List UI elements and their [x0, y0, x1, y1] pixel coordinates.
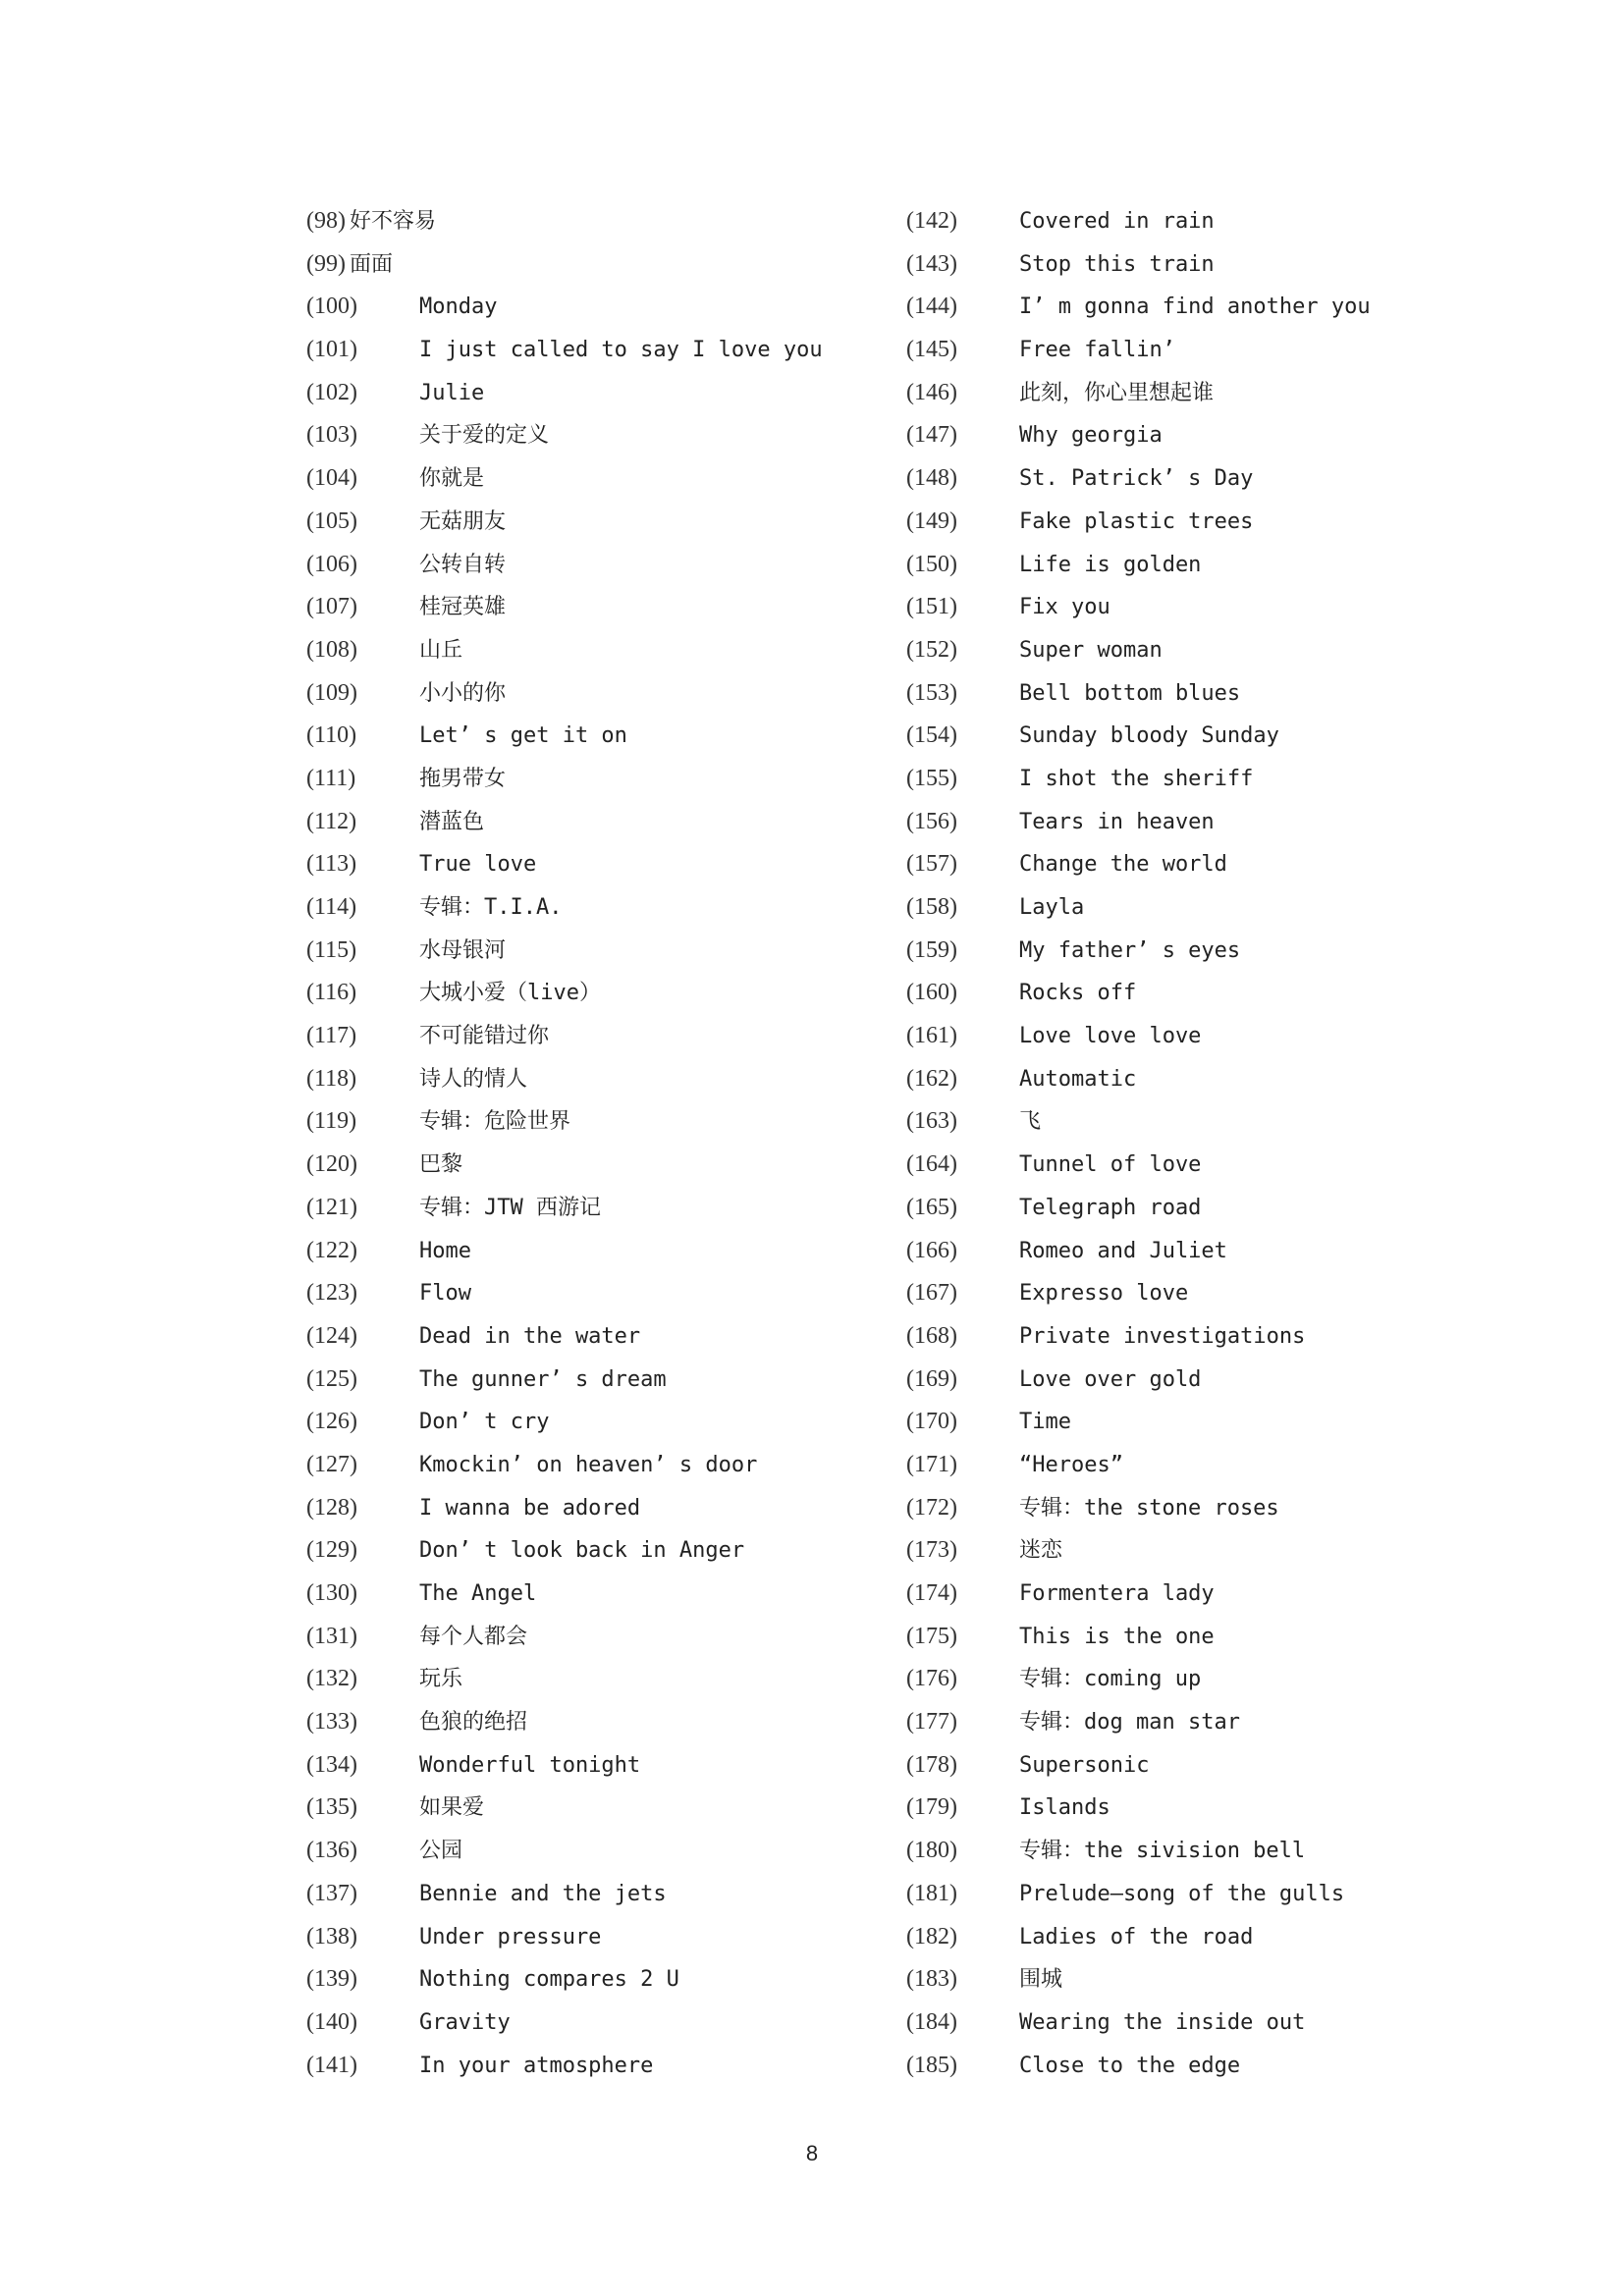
item-number: (176) [906, 1666, 957, 1692]
item-number: (172) [906, 1494, 957, 1521]
item-title: Monday [419, 294, 498, 320]
left-column [306, 200, 856, 2087]
item-number: (128) [306, 1494, 357, 1521]
list-item [306, 1015, 856, 1058]
list-item [306, 1058, 856, 1101]
item-title: Supersonic [1019, 1752, 1150, 1778]
item-number: (102) [306, 379, 357, 405]
item-title: 专辑：JTW 西游记 [419, 1195, 601, 1220]
item-number: (134) [306, 1751, 357, 1778]
item-number: (140) [306, 2008, 357, 2035]
item-title: 小小的你 [419, 680, 507, 706]
item-number: (108) [306, 636, 357, 663]
item-title: Covered in rain [1019, 209, 1215, 234]
item-number: (158) [906, 894, 957, 920]
list-item [306, 372, 856, 415]
list-item [306, 1401, 856, 1444]
list-item [906, 1144, 1456, 1187]
list-item [306, 1144, 856, 1187]
item-title: Close to the edge [1019, 2053, 1241, 2078]
item-number: (139) [306, 1966, 357, 1993]
item-title: Wonderful tonight [419, 1752, 641, 1778]
item-number: (162) [906, 1065, 957, 1092]
item-number: (109) [306, 679, 357, 706]
item-number: (104) [306, 465, 357, 492]
list-item [906, 200, 1456, 243]
item-title: 公园 [419, 1839, 463, 1864]
list-item [906, 414, 1456, 457]
item-number: (121) [306, 1194, 357, 1220]
list-item [306, 758, 856, 801]
item-number: (179) [906, 1794, 957, 1821]
item-number: (165) [906, 1194, 957, 1220]
item-number: (107) [306, 594, 357, 620]
item-title: 围城 [1019, 1967, 1063, 1993]
item-title: Bell bottom blues [1019, 680, 1241, 706]
list-item [306, 1787, 856, 1830]
item-number: (129) [306, 1537, 357, 1564]
list-item [906, 1487, 1456, 1530]
item-number: (145) [906, 337, 957, 363]
item-title: Automatic [1019, 1066, 1137, 1092]
item-number: (106) [306, 551, 357, 577]
item-number: (101) [306, 337, 357, 363]
item-title: The Angel [419, 1581, 537, 1606]
item-title: Free fallin’ [1019, 338, 1175, 363]
list-item [306, 1487, 856, 1530]
item-title: Life is golden [1019, 552, 1202, 577]
item-title: 好不容易 [349, 209, 436, 234]
list-item [306, 1830, 856, 1873]
item-title: Tunnel of love [1019, 1152, 1202, 1178]
item-number: (132) [306, 1666, 357, 1692]
item-number: (153) [906, 679, 957, 706]
list-item [306, 1916, 856, 1959]
list-item [906, 457, 1456, 501]
item-title: True love [419, 852, 537, 878]
list-item [906, 1916, 1456, 1959]
list-item [306, 1701, 856, 1744]
item-title: Don’ t cry [419, 1410, 550, 1435]
item-number: (100) [306, 294, 357, 320]
list-item [906, 1830, 1456, 1873]
list-item [306, 1529, 856, 1573]
item-title: Under pressure [419, 1924, 602, 1949]
item-title: I wanna be adored [419, 1495, 641, 1521]
item-number: (156) [906, 808, 957, 834]
item-title: Private investigations [1019, 1323, 1306, 1349]
item-number: (163) [906, 1108, 957, 1135]
list-item [306, 843, 856, 886]
list-item [906, 2045, 1456, 2088]
item-number: (137) [306, 1880, 357, 1906]
item-number: (180) [906, 1838, 957, 1864]
item-title: St. Patrick’ s Day [1019, 466, 1254, 492]
item-number: (175) [906, 1623, 957, 1649]
list-item [906, 1573, 1456, 1616]
item-number: (131) [306, 1623, 357, 1649]
item-title: Prelude—song of the gulls [1019, 1881, 1345, 1906]
item-title: Fake plastic trees [1019, 508, 1254, 534]
list-item [306, 629, 856, 672]
item-number: (138) [306, 1923, 357, 1949]
item-title: 潜蓝色 [419, 809, 485, 834]
list-item [906, 1100, 1456, 1144]
item-number: (110) [306, 722, 357, 749]
item-number: (136) [306, 1838, 357, 1864]
item-title: 飞 [1019, 1109, 1042, 1135]
list-item [306, 501, 856, 544]
list-item [906, 1701, 1456, 1744]
list-item [906, 930, 1456, 973]
item-title: “Heroes” [1019, 1452, 1123, 1477]
item-number: (161) [906, 1023, 957, 1049]
item-title: Change the world [1019, 852, 1227, 878]
list-item [906, 1658, 1456, 1701]
item-title: 巴黎 [419, 1152, 463, 1178]
list-item [906, 1616, 1456, 1659]
item-number: (142) [906, 208, 957, 234]
item-number: (160) [906, 980, 957, 1006]
item-title: Dead in the water [419, 1323, 641, 1349]
item-number: (167) [906, 1280, 957, 1307]
item-number: (115) [306, 936, 357, 963]
item-number: (164) [906, 1151, 957, 1178]
page-number: 8 [805, 2141, 819, 2165]
list-item [306, 243, 856, 287]
item-title: Stop this train [1019, 251, 1215, 277]
item-title: Gravity [419, 2009, 511, 2035]
list-item [906, 886, 1456, 930]
item-number: (126) [306, 1409, 357, 1435]
list-item [906, 1187, 1456, 1230]
item-title: 色狼的绝招 [419, 1710, 528, 1735]
item-number: (112) [306, 808, 357, 834]
item-title: Ladies of the road [1019, 1924, 1254, 1949]
list-item [306, 586, 856, 629]
list-item [306, 1444, 856, 1487]
item-title: 诗人的情人 [419, 1066, 528, 1092]
item-number: (184) [906, 2008, 957, 2035]
item-title: Fix you [1019, 595, 1110, 620]
item-title: 无菇朋友 [419, 508, 507, 534]
item-number: (114) [306, 894, 357, 920]
list-item [306, 544, 856, 587]
item-number: (99) [306, 250, 346, 277]
item-title: My father’ s eyes [1019, 937, 1241, 963]
item-number: (120) [306, 1151, 357, 1178]
item-number: (169) [906, 1365, 957, 1392]
list-item [906, 672, 1456, 716]
item-title: Home [419, 1238, 471, 1263]
item-title: I shot the sheriff [1019, 766, 1254, 791]
list-item [306, 2045, 856, 2088]
item-number: (155) [906, 765, 957, 791]
item-title: Julie [419, 380, 485, 405]
list-item [306, 1100, 856, 1144]
list-item [306, 1272, 856, 1315]
item-title: 拖男带女 [419, 766, 507, 791]
item-title: I just called to say I love you [419, 338, 823, 363]
item-title: 面面 [349, 251, 393, 277]
item-title: Kmockin’ on heaven’ s door [419, 1452, 758, 1477]
item-title: Rocks off [1019, 981, 1137, 1006]
item-title: Formentera lady [1019, 1581, 1215, 1606]
item-number: (170) [906, 1409, 957, 1435]
list-item [906, 586, 1456, 629]
list-item [906, 1272, 1456, 1315]
item-number: (119) [306, 1108, 357, 1135]
item-title: Flow [419, 1281, 471, 1307]
item-title: 每个人都会 [419, 1624, 528, 1649]
item-title: Layla [1019, 895, 1085, 920]
item-title: 此刻，你心里想起谁 [1019, 380, 1215, 405]
list-item [306, 2002, 856, 2045]
list-item [906, 1230, 1456, 1273]
item-title: 专辑：coming up [1019, 1667, 1202, 1692]
item-title: Expresso love [1019, 1281, 1189, 1307]
item-number: (148) [906, 465, 957, 492]
list-item [306, 801, 856, 844]
list-item [906, 758, 1456, 801]
item-title: 迷恋 [1019, 1538, 1063, 1564]
list-item [306, 715, 856, 758]
item-number: (141) [306, 2052, 357, 2078]
list-item [906, 1359, 1456, 1402]
item-title: Telegraph road [1019, 1195, 1202, 1220]
list-item [306, 1958, 856, 2002]
item-title: Wearing the inside out [1019, 2009, 1306, 2035]
item-title: Super woman [1019, 637, 1163, 663]
list-item [906, 2002, 1456, 2045]
item-title: Don’ t look back in Anger [419, 1538, 745, 1564]
item-title: Bennie and the jets [419, 1881, 667, 1906]
list-item [306, 1616, 856, 1659]
item-number: (182) [906, 1923, 957, 1949]
item-number: (113) [306, 851, 357, 878]
item-title: Romeo and Juliet [1019, 1238, 1227, 1263]
list-item [906, 1787, 1456, 1830]
item-title: Islands [1019, 1795, 1110, 1821]
item-title: 你就是 [419, 466, 485, 492]
item-number: (177) [906, 1709, 957, 1735]
item-title: In your atmosphere [419, 2053, 654, 2078]
list-item [306, 457, 856, 501]
item-number: (150) [906, 551, 957, 577]
list-item [906, 972, 1456, 1015]
item-number: (122) [306, 1237, 357, 1263]
list-item [306, 972, 856, 1015]
list-item [906, 1401, 1456, 1444]
list-item [306, 1187, 856, 1230]
item-title: 专辑：the sivision bell [1019, 1839, 1306, 1864]
item-title: Tears in heaven [1019, 809, 1215, 834]
item-title: Nothing compares 2 U [419, 1967, 679, 1993]
list-item [906, 1015, 1456, 1058]
list-item [906, 1529, 1456, 1573]
list-item [906, 243, 1456, 287]
item-number: (154) [906, 722, 957, 749]
item-title: 关于爱的定义 [419, 423, 550, 449]
item-number: (135) [306, 1794, 357, 1821]
item-title: Time [1019, 1410, 1071, 1435]
item-number: (149) [906, 507, 957, 534]
item-number: (125) [306, 1365, 357, 1392]
item-title: 山丘 [419, 637, 463, 663]
item-title: Love over gold [1019, 1366, 1202, 1392]
item-number: (111) [306, 765, 356, 791]
list-item [906, 1058, 1456, 1101]
item-number: (185) [906, 2052, 957, 2078]
list-item [906, 1744, 1456, 1788]
list-item [306, 1230, 856, 1273]
list-item [906, 501, 1456, 544]
item-number: (103) [306, 422, 357, 449]
item-number: (105) [306, 507, 357, 534]
list-item [906, 843, 1456, 886]
list-item [306, 1315, 856, 1359]
list-item [306, 200, 856, 243]
right-column [906, 200, 1456, 2087]
list-item [306, 886, 856, 930]
list-item [906, 372, 1456, 415]
item-number: (157) [906, 851, 957, 878]
item-title: 玩乐 [419, 1667, 463, 1692]
item-title: 如果爱 [419, 1795, 485, 1821]
item-title: The gunner’ s dream [419, 1366, 667, 1392]
list-item [306, 414, 856, 457]
item-number: (116) [306, 980, 357, 1006]
item-title: 专辑：the stone roses [1019, 1495, 1279, 1521]
item-title: Sunday bloody Sunday [1019, 723, 1279, 749]
list-item [306, 672, 856, 716]
list-item [906, 1873, 1456, 1916]
item-number: (159) [906, 936, 957, 963]
item-number: (118) [306, 1065, 357, 1092]
item-title: Why georgia [1019, 423, 1163, 449]
list-item [906, 801, 1456, 844]
item-number: (127) [306, 1451, 357, 1477]
list-item [306, 1573, 856, 1616]
item-number: (171) [906, 1451, 957, 1477]
item-title: 公转自转 [419, 552, 507, 577]
item-title: 水母银河 [419, 937, 507, 963]
item-number: (117) [306, 1023, 357, 1049]
item-number: (183) [906, 1966, 957, 1993]
list-item [906, 1444, 1456, 1487]
item-number: (124) [306, 1322, 357, 1349]
item-number: (151) [906, 594, 957, 620]
list-item [306, 1658, 856, 1701]
item-title: I’ m gonna find another you [1019, 294, 1371, 320]
item-title: This is the one [1019, 1624, 1215, 1649]
item-number: (152) [906, 636, 957, 663]
list-item [906, 1315, 1456, 1359]
item-number: (130) [306, 1580, 357, 1606]
item-title: 专辑：危险世界 [419, 1109, 571, 1135]
list-item [906, 629, 1456, 672]
item-number: (147) [906, 422, 957, 449]
list-item [306, 1744, 856, 1788]
item-title: Love love love [1019, 1024, 1202, 1049]
item-number: (143) [906, 250, 957, 277]
list-item [906, 286, 1456, 329]
item-number: (98) [306, 208, 346, 234]
item-title: 专辑：dog man star [1019, 1710, 1240, 1735]
item-number: (174) [906, 1580, 957, 1606]
list-item [306, 930, 856, 973]
item-number: (123) [306, 1280, 357, 1307]
list-item [306, 329, 856, 372]
item-title: Let’ s get it on [419, 723, 627, 749]
item-title: 不可能错过你 [419, 1024, 550, 1049]
item-number: (168) [906, 1322, 957, 1349]
item-number: (144) [906, 294, 957, 320]
list-item [906, 715, 1456, 758]
item-number: (178) [906, 1751, 957, 1778]
item-number: (146) [906, 379, 957, 405]
item-number: (166) [906, 1237, 957, 1263]
list-item [906, 1958, 1456, 2002]
item-title: 专辑：T.I.A. [419, 895, 563, 920]
item-title: 桂冠英雄 [419, 595, 507, 620]
item-number: (173) [906, 1537, 957, 1564]
item-title: 大城小爱（live） [419, 981, 601, 1006]
list-item [906, 329, 1456, 372]
list-item [306, 286, 856, 329]
item-number: (133) [306, 1709, 357, 1735]
list-item [306, 1359, 856, 1402]
item-number: (181) [906, 1880, 957, 1906]
list-item [306, 1873, 856, 1916]
list-item [906, 544, 1456, 587]
